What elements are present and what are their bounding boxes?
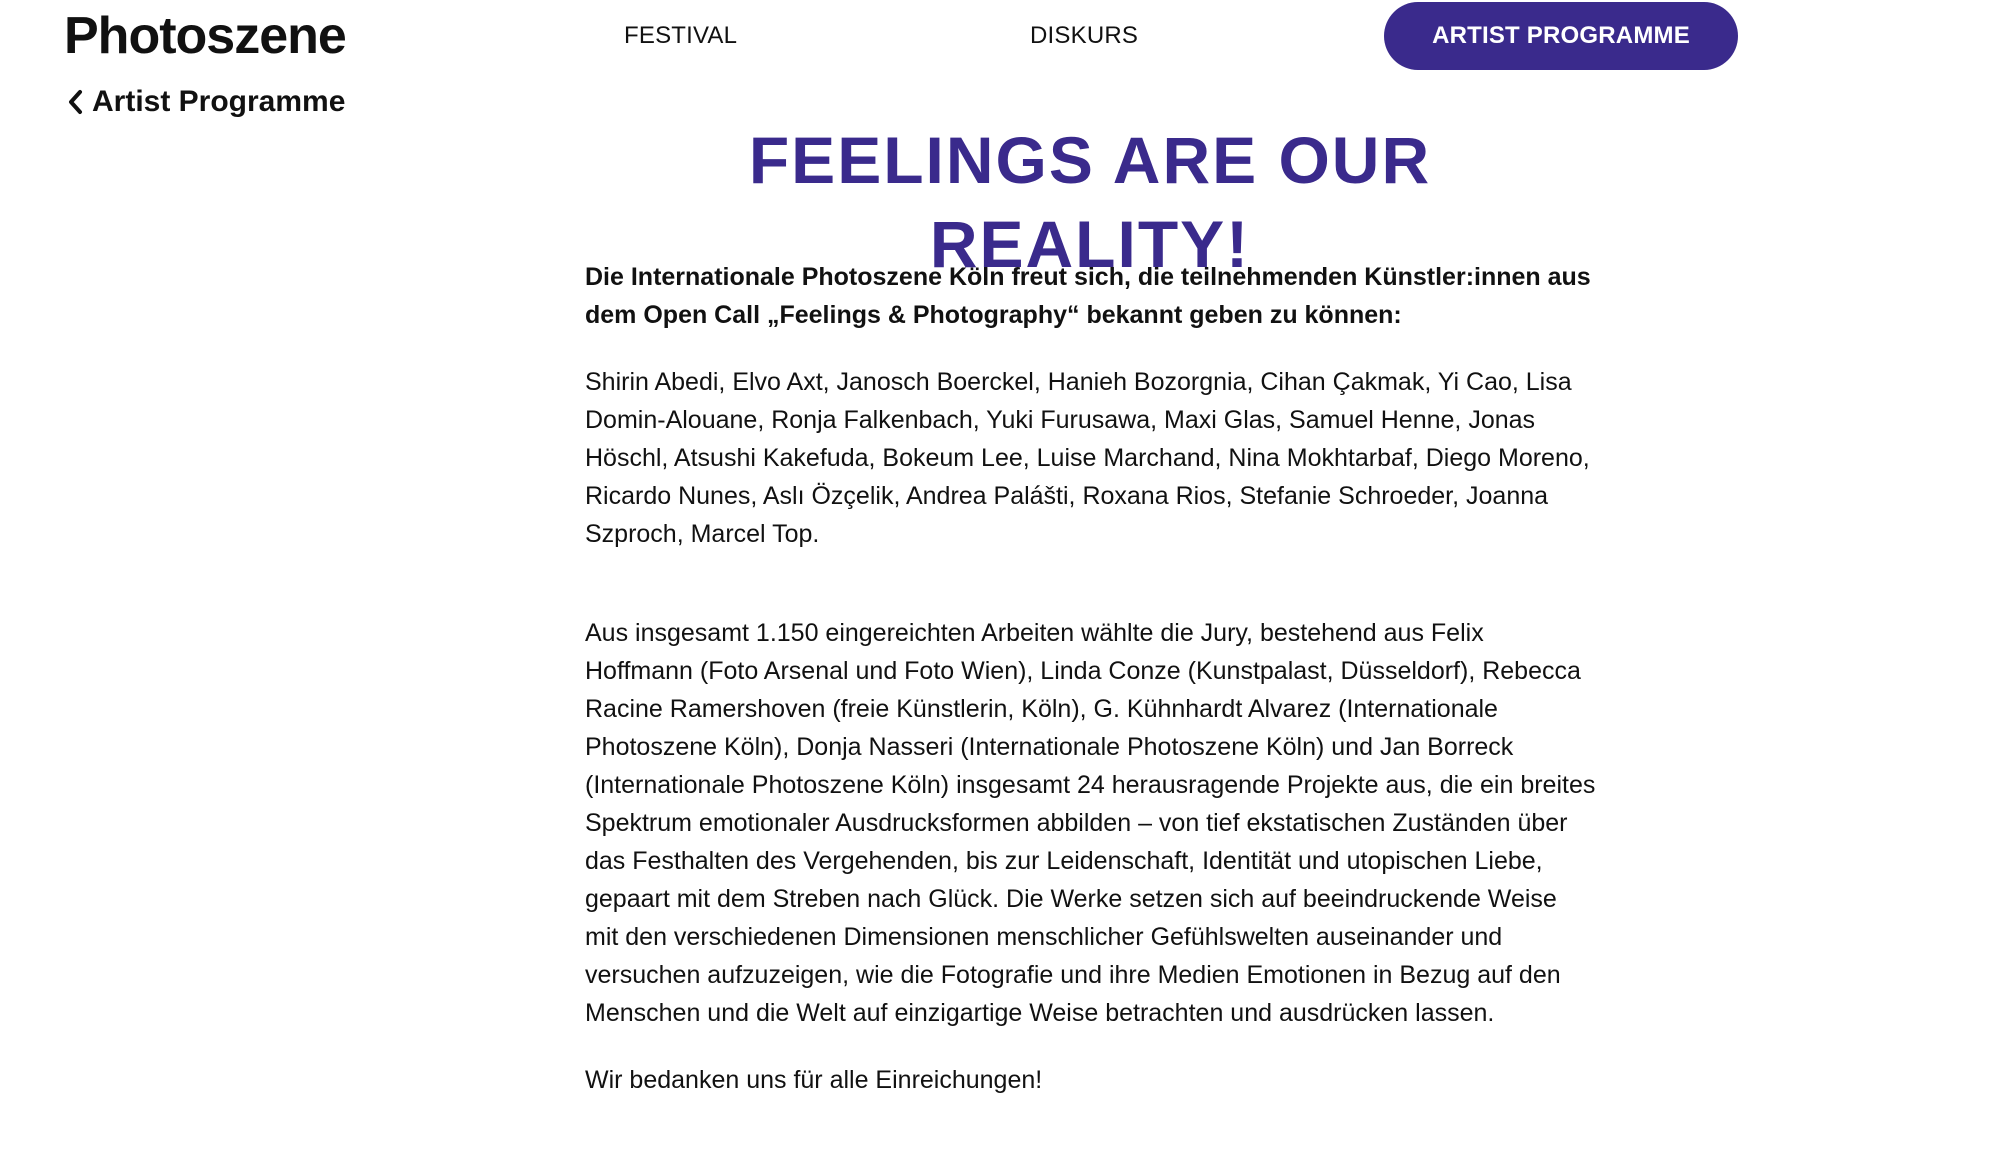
thanks-paragraph: Wir bedanken uns für alle Einreichungen!	[585, 1066, 1043, 1094]
nav-item-diskurs[interactable]: DISKURS	[1030, 22, 1139, 49]
jury-paragraph: Aus insgesamt 1.150 eingereichten Arbeiten wählte die Jury, bestehend aus Felix Hoffmann (Foto Arsenal und Foto Wien), Linda Conze (Kunstpalast, Düsseldorf), Rebecca Racine Ramershoven (freie Künstlerin, Köln), G. Kühnhardt Alvarez (Internationale Photoszene Köln), Donja Nasseri (Internationale Photoszene Köln) und Jan Borreck (Internationale Photoszene Köln) insgesamt 24 herausragende Projekte aus, die ein breites Spektrum emotionaler Ausdrucksformen abbilden – von tief ekstatischen Zuständen über das Festhalten des Vergehenden, bis zur Leidenschaft, Identität und utopischen Liebe, gepaart mit dem Streben nach Glück. Die Werke setzen sich auf beeindruckende Weise mit den verschiedenen Dimensionen menschlicher Gefühlswelten auseinander und versuchen aufzuzeigen, wie die Fotografie und ihre Medien Emotionen in Bezug auf den Menschen und die Welt auf einzigartige Weise betrachten und ausdrücken lassen.	[585, 619, 1596, 1027]
back-link-label: Artist Programme	[92, 85, 346, 118]
chevron-left-icon	[66, 88, 84, 116]
nav-item-festival[interactable]: FESTIVAL	[624, 22, 738, 49]
intro-paragraph: Die Internationale Photoszene Köln freut sich, die teilnehmenden Künstler:innen aus dem Open Call „Feelings & Photography“ bekannt geben zu können:	[585, 263, 1591, 329]
site-logo[interactable]: Photoszene	[64, 7, 346, 65]
article-content	[585, 258, 1597, 1099]
nav-item-artist-programme[interactable]: ARTIST PROGRAMME	[1384, 2, 1738, 70]
artists-list-paragraph: Shirin Abedi, Elvo Axt, Janosch Boerckel, Hanieh Bozorgnia, Cihan Çakmak, Yi Cao, Lisa Domin-Alouane, Ronja Falkenbach, Yuki Furusawa, Maxi Glas, Samuel Henne, Jonas Höschl, Atsushi Kakefuda, Bokeum Lee, Luise Marchand, Nina Mokhtarbaf, Diego Moreno, Ricardo Nunes, Aslı Özçelik, Andrea Palášti, Roxana Rios, Stefanie Schroeder, Joanna Szproch, Marcel Top.	[585, 368, 1590, 548]
page-title: FEELINGS ARE OUR REALITY!	[748, 123, 1432, 281]
back-link-artist-programme[interactable]	[66, 80, 345, 124]
